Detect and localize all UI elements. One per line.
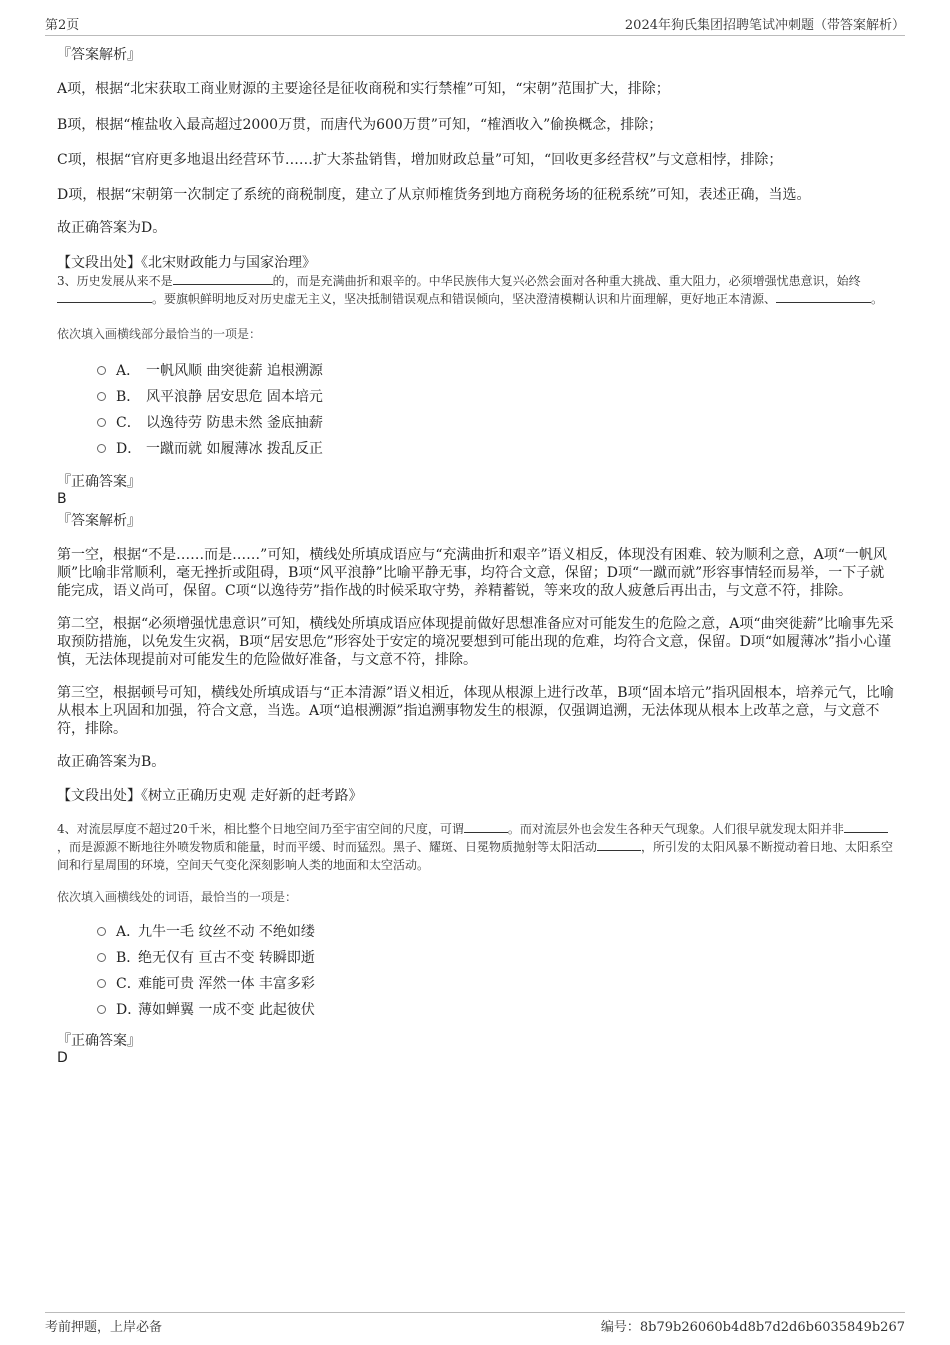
q3-analysis-p3: 第三空，根据顿号可知，横线处所填成语与“正本清源”语义相近，体现从根源上进行改革，B项“固本培元”指巩固根本，培养元气，比喻从根本上巩固和加强，符合文意，当选。A项“追根溯源”指追溯事物发生的根源，仅强调追溯，无法体现从根本上改革之意，与文意不符，排除。: [57, 685, 894, 737]
q2-analysis-c: C项，根据“官府更多地退出经营环节……扩大茶盐销售，增加财政总量”可知，“回收更多经营权”与文意相悖，排除；: [57, 152, 783, 168]
blank: [844, 820, 888, 833]
q3-option-b[interactable]: B． 风平浪静 居安思危 固本培元: [97, 383, 898, 409]
q3-correct-heading: 『正确答案』: [57, 474, 141, 490]
q4-option-a[interactable]: A． 九牛一毛 纹丝不动 不绝如缕: [97, 918, 898, 944]
page-number: 第2页: [45, 18, 80, 33]
q2-analysis-heading: 『答案解析』: [57, 47, 141, 63]
blank: [597, 838, 641, 851]
page-header: [45, 14, 905, 36]
q3-option-a[interactable]: A． 一帆风顺 曲突徙薪 追根溯源: [97, 357, 898, 383]
footer-slogan: 考前押题，上岸必备: [45, 1320, 163, 1335]
q4-options: [57, 918, 898, 1022]
radio-icon[interactable]: [97, 979, 106, 988]
q4-correct-answer: D: [57, 1050, 68, 1066]
q3-stem: 3、历史发展从来不是 的，而是充满曲折和艰辛的。中华民族伟大复兴必然会面对各种重大挑战、重大阻力，必须增强忧患意识，始终。要旗帜鲜明地反对历史虚无主义，坚决抵制错误观点和错误倾向，坚决澄清模糊认识和片面理解，更好地正本清源、 。: [57, 274, 884, 306]
blank: [776, 290, 871, 303]
q3-option-d[interactable]: D． 一蹴而就 如履薄冰 拨乱反正: [97, 435, 898, 461]
radio-icon[interactable]: [97, 418, 106, 427]
radio-icon[interactable]: [97, 444, 106, 453]
page-footer: [45, 1312, 905, 1335]
q3-analysis-p1: 第一空，根据“不是……而是……”可知，横线处所填成语应与“充满曲折和艰辛”语义相反，体现没有困难、较为顺利之意，A项“一帆风顺”比喻非常顺利，毫无挫折或阻碍，B项“风平浪静”比喻平静无事，均符合文意，保留；D项“一蹴而就”形容事情轻而易举，一下子就能完成，语义尚可，保留。C项“以逸待劳”指作战的时候采取守势，养精蓄锐，等来攻的敌人疲惫后再出击，与文意不符，排除。: [57, 547, 887, 599]
q3-conclusion: 故正确答案为B。: [57, 754, 166, 770]
q2-source: 【文段出处】《北宋财政能力与国家治理》: [57, 255, 316, 271]
document-title: 2024年狗氏集团招聘笔试冲刺题（带答案解析）: [624, 18, 905, 33]
page-content: [57, 44, 898, 1066]
q3-analysis-p2: 第二空，根据“必须增强忧患意识”可知，横线处所填成语应体现提前做好思想准备应对可能发生的危险之意，A项“曲突徙薪”比喻事先采取预防措施，以免发生灾祸，B项“居安思危”形容处于安定的境况要想到可能出现的危难，均符合文意，保留。D项“如履薄冰”指小心谨慎，无法体现提前对可能发生的危险做好准备，与文意不符，排除。: [57, 616, 894, 668]
q3-options: [57, 357, 898, 461]
radio-icon[interactable]: [97, 366, 106, 375]
q3-source: 【文段出处】《树立正确历史观 走好新的赶考路》: [57, 788, 363, 804]
q4-stem: 4、对流层厚度不超过20千米，相比整个日地空间乃至宇宙空间的尺度，可谓 。而对流层外也会发生各种天气现象。人们很早就发现太阳并非，而是源源不断地往外喷发物质和能量，时而平缓、时而猛烈。黑子、耀斑、日冕物质抛射等太阳活动 ，所引发的太阳风暴不断搅动着日地、太阳系空间和行星周围的环境，空间天气变化深刻影响人类的地面和太空活动。: [57, 822, 894, 872]
q3-option-c[interactable]: C． 以逸待劳 防患未然 釜底抽薪: [97, 409, 898, 435]
q2-conclusion: 故正确答案为D。: [57, 220, 167, 236]
q4-option-c[interactable]: C． 难能可贵 浑然一体 丰富多彩: [97, 970, 898, 996]
document-id: 编号：8b79b26060b4d8b7d2d6b6035849b267: [600, 1320, 905, 1335]
q2-analysis-b: B项，根据“榷盐收入最高超过2000万贯，而唐代为600万贯”可知，“榷酒收入”偷换概念，排除；: [57, 117, 663, 133]
q3-correct-answer: B: [57, 491, 67, 507]
q3-analysis-heading: 『答案解析』: [57, 513, 141, 529]
radio-icon[interactable]: [97, 953, 106, 962]
blank: [57, 290, 152, 303]
q2-analysis-a: A项，根据“北宋获取工商业财源的主要途径是征收商税和实行禁榷”可知，“宋朝”范围扩大，排除；: [57, 81, 670, 97]
q3-prompt: 依次填入画横线部分最恰当的一项是：: [57, 327, 262, 341]
radio-icon[interactable]: [97, 927, 106, 936]
radio-icon[interactable]: [97, 1005, 106, 1014]
q4-option-d[interactable]: D． 薄如蝉翼 一成不变 此起彼伏: [97, 996, 898, 1022]
radio-icon[interactable]: [97, 392, 106, 401]
blank: [464, 820, 508, 833]
q4-prompt: 依次填入画横线处的词语，最恰当的一项是：: [57, 890, 298, 904]
q4-correct-heading: 『正确答案』: [57, 1033, 141, 1049]
blank: [173, 272, 273, 285]
q4-option-b[interactable]: B． 绝无仅有 亘古不变 转瞬即逝: [97, 944, 898, 970]
q2-analysis-d: D项，根据“宋朝第一次制定了系统的商税制度，建立了从京师榷货务到地方商税务场的征税系统”可知，表述正确，当选。: [57, 187, 811, 203]
